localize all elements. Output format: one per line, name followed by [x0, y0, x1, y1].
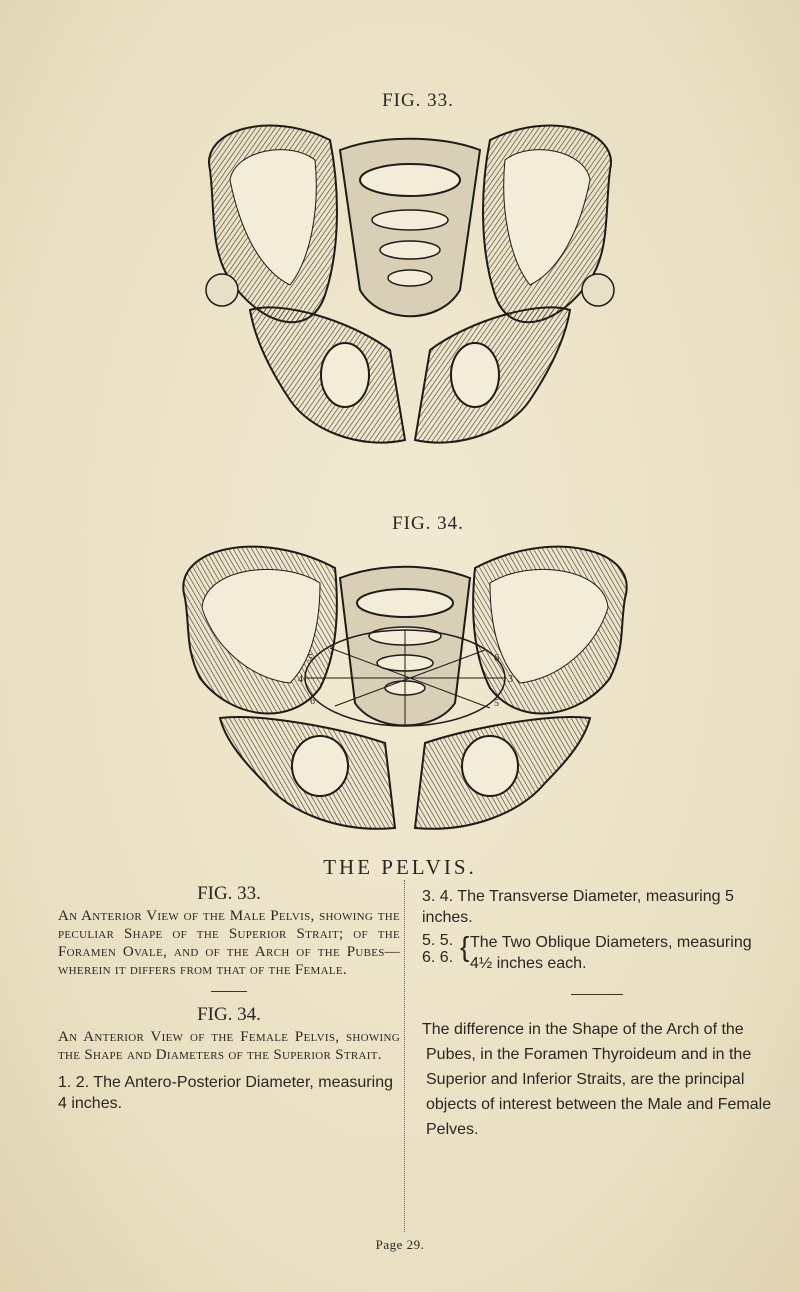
female-pelvis-illustration: [170, 528, 640, 833]
fig33-caption-text: An Anterior View of the Male Pelvis, showing the peculiar Shape of the Superior Strait; of the Foramen Ovale, and of the Arch of the Pubes—wherein it differs from that of the Female.: [58, 908, 400, 978]
right-caption-column: [422, 886, 772, 1142]
marker-left-5: 5: [308, 653, 313, 664]
male-pelvis-illustration: [190, 110, 630, 450]
legend-numbers-group: [422, 932, 460, 966]
figure-34-label: FIG. 34.: [392, 513, 464, 534]
marker-right-5: 5: [494, 698, 499, 709]
column-divider-brace: [404, 880, 411, 1232]
curly-brace-icon: {: [460, 931, 470, 962]
legend-numbers: 3. 4.: [422, 888, 454, 905]
page-number: Page 29.: [375, 1237, 425, 1252]
divider-rule: [211, 991, 247, 992]
section-title: THE PELVIS.: [323, 855, 477, 879]
fig34-caption-text: An Anterior View of the Female Pelvis, showing the Shape and Diameters of the Superior Strait.: [58, 1029, 400, 1063]
legend-text: The Transverse Diameter, measuring 5 inches.: [422, 888, 734, 926]
summary-paragraph: The difference in the Shape of the Arch of the Pubes, in the Foramen Thyroideum and in the Superior and Inferior Straits, are the principal objects of interest between the Male and Female Pelves.: [422, 1021, 772, 1138]
legend-text: The Antero-Posterior Diameter, measuring 4 inches.: [58, 1074, 393, 1112]
figure-33-label: FIG. 33.: [382, 90, 454, 111]
fig33-caption-heading: FIG. 33.: [197, 883, 261, 904]
left-caption-column: [58, 883, 400, 1114]
divider-rule: [571, 994, 623, 995]
marker-left-6: 6: [310, 696, 315, 707]
marker-left-4: 4: [298, 674, 303, 685]
legend-text: The Two Oblique Diameters, measuring 4½ inches each.: [470, 934, 752, 972]
marker-right-6: 6: [494, 653, 499, 664]
legend-item-transverse: [422, 886, 772, 928]
legend-item-antero-posterior: [58, 1072, 400, 1114]
legend-numbers: 6. 6.: [422, 949, 454, 966]
fig34-caption-heading: FIG. 34.: [197, 1004, 261, 1025]
marker-left-3: 3: [180, 578, 181, 579]
legend-item-oblique: [422, 932, 772, 974]
legend-numbers: 5. 5.: [422, 932, 454, 949]
marker-right-3: 3: [508, 674, 513, 685]
legend-numbers: 1. 2.: [58, 1074, 90, 1091]
